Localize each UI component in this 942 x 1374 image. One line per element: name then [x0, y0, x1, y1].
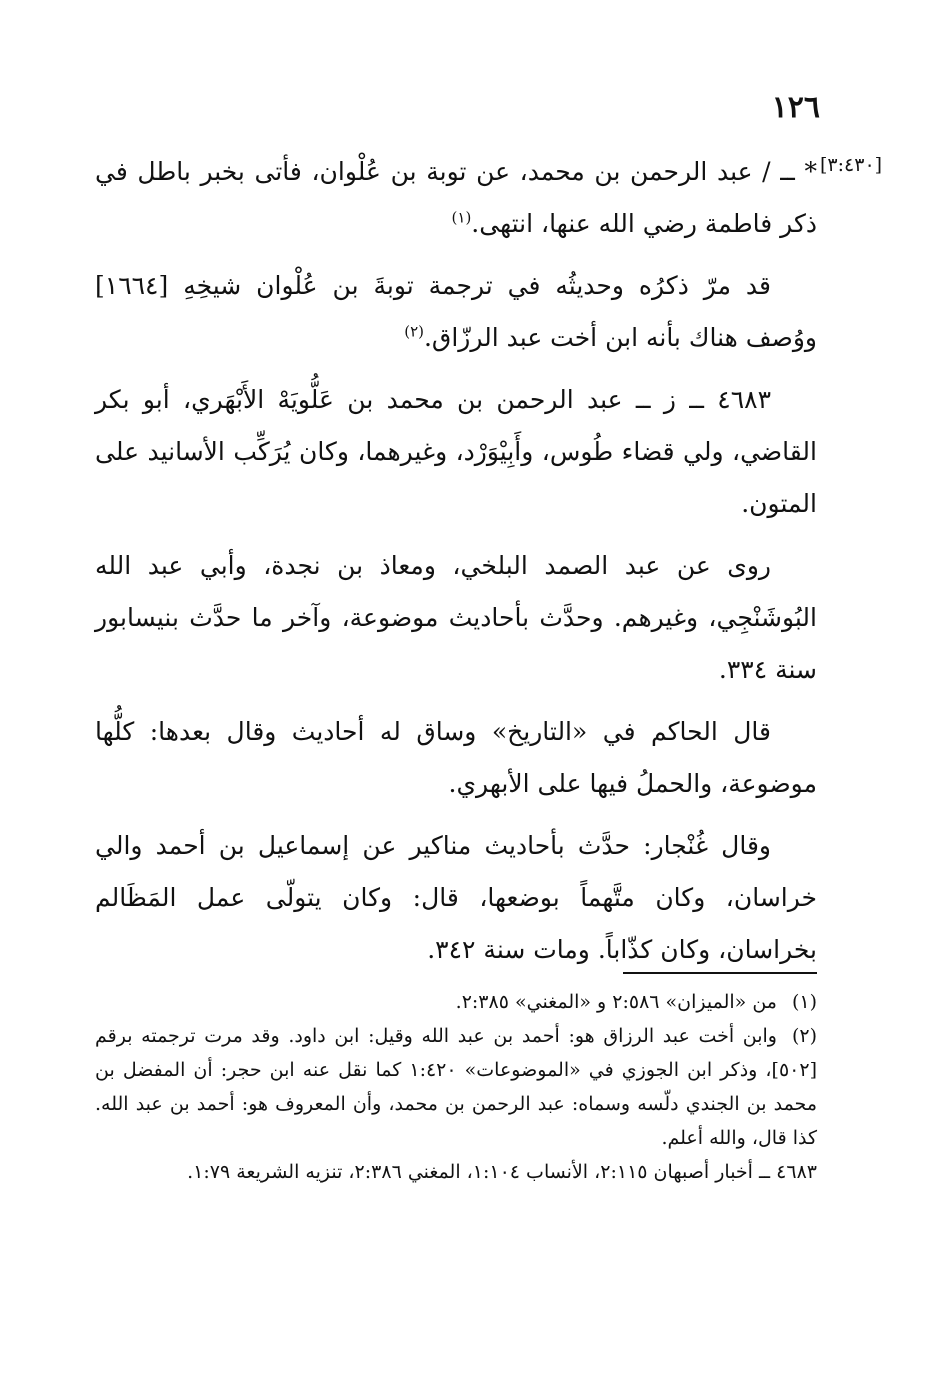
footnote-2 [95, 1019, 817, 1155]
footnote-1 [95, 985, 817, 1019]
page-number: ١٢٦ [771, 90, 820, 125]
paragraph-hakim-quote: قال الحاكم في «التاريخ» وساق له أحاديث وقال بعدها: كلُّها موضوعة، والحملُ فيها على الأبهري. [95, 717, 817, 798]
paragraph-entry-1: * ــ / عبد الرحمن بن محمد، عن توبة بن عُلْوان، فأتى بخبر باطل في ذكر فاطمة رضي الله عنها، انتهى.$^{(١)}$ [95, 157, 817, 238]
footnote-text: من «الميزان» ٢:٥٨٦ و «المغني» ٢:٣٨٥. [455, 991, 777, 1013]
footnote-number: (١) [791, 991, 817, 1013]
footnote-ref-2: (٢) [404, 322, 424, 341]
paragraph-ghunjar-quote: وقال غُنْجار: حدَّث بأحاديث مناكير عن إسماعيل بن أحمد والي خراسان، وكان متَّهماً بوضعها، قال: وكان يتولّى عمل المَظَالم بخراسان، وكان كذّاباً. ومات سنة ٣٤٢. [95, 831, 817, 964]
paragraph-cross-reference: قد مرّ ذكرُه وحديثُه في ترجمة توبةَ بن عُلْوان شيخِهِ [١٦٦٤] ووُصف هناك بأنه ابن أخت عبد الرزّاق.$^{(٢)}$ [95, 271, 817, 352]
footnote-divider [623, 972, 817, 974]
paragraph-entry-4683: ٤٦٨٣ ــ ز ــ عبد الرحمن بن محمد بن عَلُّويَهْ الأَبْهَري، أبو بكر القاضي، ولي قضاء طُوس، وأَبِيْوَرْد، وغيرهما، وكان يُرَكِّب الأسانيد على المتون. [95, 385, 817, 518]
footnotes [95, 985, 817, 1189]
footnote-text: وابن أخت عبد الرزاق هو: أحمد بن عبد الله وقيل: ابن داود. وقد مرت ترجمته برقم [٥٠٢]، وذكر ابن الجوزي في «الموضوعات» ١:٤٢٠ كما نقل عنه ابن حجر: أن المفضل بن محمد بن الجندي دلّسه وسماه: عبد الرحمن بن محمد، وأن المعروف هو: أحمد بن عبد الله. كذا قال، والله أعلم. [95, 1025, 817, 1149]
main-text [95, 146, 817, 986]
sources-note: ٤٦٨٣ ــ أخبار أصبهان ٢:١١٥، الأنساب ١:١٠٤، المغني ٢:٣٨٦، تنزيه الشريعة ١:٧٩. [187, 1161, 817, 1183]
paragraph-narrators: روى عن عبد الصمد البلخي، ومعاذ بن نجدة، وأبي عبد الله البُوشَنْجِي، وغيرهم. وحدَّث بأحاديث موضوعة، وآخر ما حدَّث بنيسابور سنة ٣٣٤. [95, 551, 817, 684]
margin-marker: [٣:٤٣٠] [820, 154, 883, 176]
footnote-ref-1: (١) [451, 208, 472, 227]
footnote-number: (٢) [791, 1025, 817, 1047]
